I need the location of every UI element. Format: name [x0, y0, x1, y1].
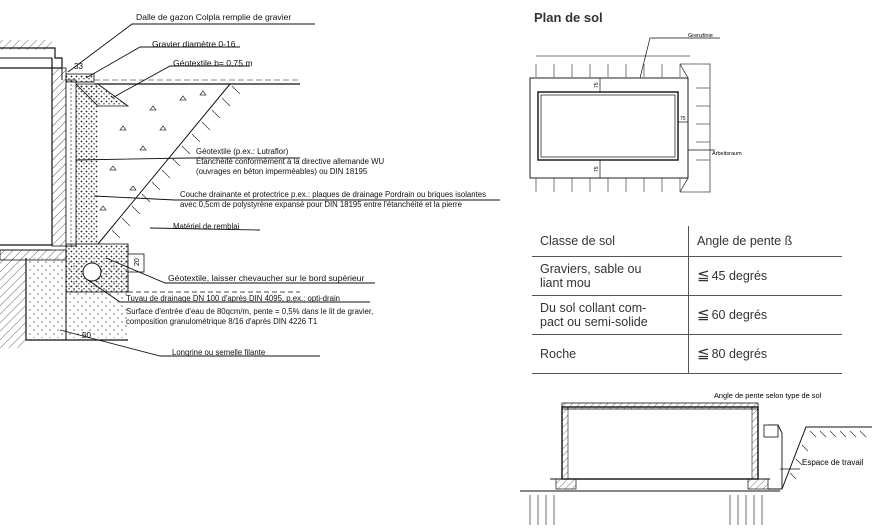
gravel-column: [76, 84, 98, 244]
wall-outline: [0, 58, 52, 245]
label-surface-2: composition granulométrique 8/16 d'après DIN 4226 T1: [126, 317, 318, 326]
table-row: [532, 335, 842, 374]
plan-dim-75-right: 75: [680, 116, 686, 122]
label-surface-1: Surface d'entrée d'eau de 80qcm/m, pente = 0,5% dans le lit de gravier,: [126, 307, 374, 316]
header-slope-angle: Angle de pente ß: [689, 226, 843, 257]
soil-cell: [532, 257, 689, 296]
elevation-title: Angle de pente selon type de sol: [714, 391, 822, 400]
angle-cell: [689, 257, 843, 296]
label-gravier: Gravier diamètre 0-16: [152, 39, 236, 49]
elevation-espace: Espace de travail: [802, 458, 864, 467]
table-row: [532, 257, 842, 296]
soil-cell: [532, 335, 689, 374]
drain-pipe: [83, 263, 101, 281]
floor-plan-diagram: [530, 30, 742, 200]
leq-symbol: ≦: [697, 267, 710, 284]
plan-dim-75-bottom: 75: [594, 166, 600, 172]
wall-hatch: [52, 68, 66, 246]
dim-50: 50: [82, 331, 91, 340]
label-geotextile-bord: Géotextile, laisser chevaucher sur le bord supérieur: [168, 273, 365, 283]
plan-label-right: Arbeitsraum: [712, 151, 742, 157]
plan-title: Plan de sol: [534, 10, 603, 25]
plan-building-outline: [538, 92, 678, 160]
dim-20: 20: [134, 258, 141, 266]
label-remblai: Matériel de remblai: [173, 222, 240, 231]
table-row: [532, 296, 842, 335]
label-etancheite-2: (ouvrages en béton imperméables) ou DIN 18195: [196, 167, 368, 176]
label-geotextile-lutraflor: Géotextile (p.ex.: Lutraflor): [196, 147, 289, 156]
soil-cell: [532, 296, 689, 335]
label-geotextile-b: Géotextile b= 0,75 m: [173, 58, 253, 68]
label-dalle: Dalle de gazon Colpla remplie de gravier: [136, 12, 292, 22]
label-etancheite-1: Étanchéité conformément à la directive allemande WU: [196, 157, 385, 166]
angle-value: 80 degrés: [711, 347, 768, 361]
leq-symbol: ≦: [697, 306, 710, 323]
soil-line-2: pact ou semi-solide: [540, 315, 648, 329]
soil-line-1: Graviers, sable ou: [540, 262, 642, 276]
leq-symbol: ≦: [697, 345, 710, 362]
grass-paver: [66, 74, 94, 82]
slope-angle-table: [532, 226, 842, 374]
soil-line-1: Roche: [540, 347, 577, 361]
soil-line-2: liant mou: [540, 276, 591, 290]
plan-label-top: Grenzlinie: [688, 33, 713, 39]
elevation-diagram: [520, 385, 872, 531]
angle-cell: [689, 335, 843, 374]
soil-line-1: Du sol collant com-: [540, 301, 647, 315]
label-couche-1: Couche drainante et protectrice p.ex.: plaques de drainage Pordrain ou briques isolantes: [180, 190, 487, 199]
label-couche-2: avec 0,5cm de polystyrène expansé pour DIN 18195 entre l'étanchéité et la pierre: [180, 200, 462, 209]
angle-value: 45 degrés: [711, 269, 768, 283]
angle-cell: [689, 296, 843, 335]
angle-value: 60 degrés: [711, 308, 768, 322]
label-tuyau: Tuyau de drainage DN 100 d'après DIN 4095, p.ex.: opti-drain: [126, 294, 341, 303]
header-soil-class: Classe de sol: [532, 226, 689, 257]
elevation-building: [562, 407, 758, 479]
table-header-row: [532, 226, 842, 257]
dim-33: 33: [74, 62, 83, 71]
label-longrine: Longrine ou semelle filante: [172, 348, 266, 357]
plan-dim-75-top: 75: [594, 82, 600, 88]
